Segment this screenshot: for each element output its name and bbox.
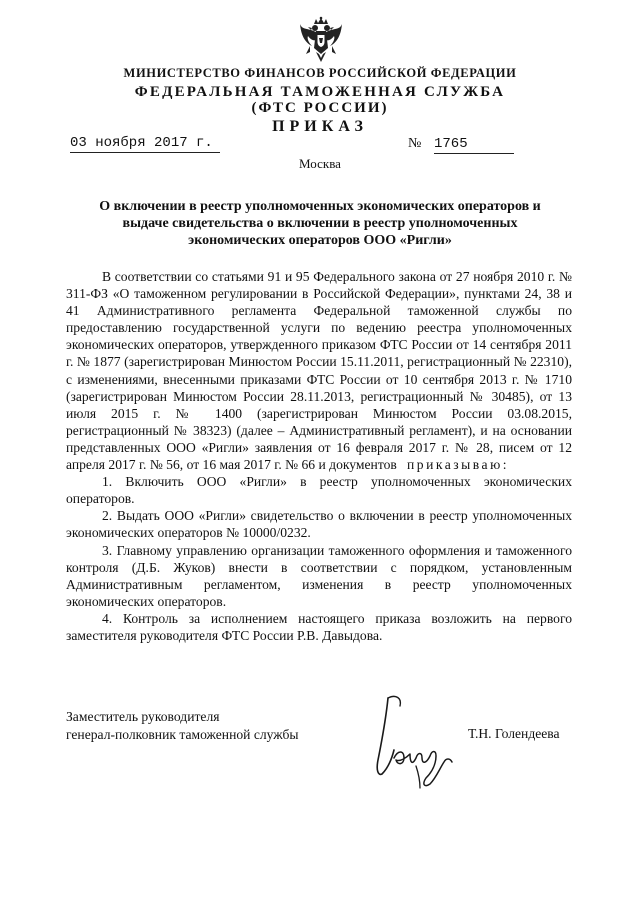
service-abbreviation: (ФТС РОССИИ): [251, 100, 389, 116]
order-number: 1765: [434, 136, 514, 154]
order-number-block: [408, 135, 514, 154]
signer-position: [66, 708, 299, 744]
preamble-paragraph: [66, 268, 572, 473]
order-item-2: 2. Выдать ООО «Ригли» свидетельство о включении в реестр уполномоченных экономических операторов № 10000/0232.: [66, 508, 572, 541]
order-item-3: 3. Главному управлению организации таможенного оформления и таможенного контроля (Д.Б. Жуков) внести в соответствии с порядком, установленным Административным регламентом, изменения в реестр уполномоченных экономических операторов.: [66, 542, 572, 609]
coat-of-arms-icon: [298, 16, 344, 64]
document-title: О включении в реестр уполномоченных экономических операторов и выдаче свидетельства о включении в реестр уполномоченных экономических операторов ООО «Ригли»: [99, 199, 541, 248]
ministry-name: МИНИСТЕРСТВО ФИНАНСОВ РОССИЙСКОЙ ФЕДЕРАЦИИ: [123, 66, 517, 80]
number-sign: №: [408, 136, 422, 151]
document-body: [66, 268, 572, 644]
document-type: ПРИКАЗ: [272, 118, 368, 135]
service-name: ФЕДЕРАЛЬНАЯ ТАМОЖЕННАЯ СЛУЖБА: [134, 84, 506, 100]
preamble-text: В соответствии со статьями 91 и 95 Федерального закона от 27 ноября 2010 г. № 311-ФЗ «О таможенном регулировании в Российской Федерации», пунктами 24, 38 и 41 Административного регламента Федеральной таможенной службы по предоставлению государственной услуги по ведению реестра уполномоченных экономических операторов, утвержденного приказом ФТС России от 14 сентября 2011 г. № 1877 (зарегистрирован Минюстом России 15.11.2011, регистрационный № 22310), с изменениями, внесенными приказами ФТС России от 10 сентября 2013 г. № 1710 (зарегистрирован Минюстом России 28.11.2013, регистрационный № 30485), от 13 июля 2015 г. № 1400 (зарегистрирован Минюстом России 03.08.2015, регистрационный № 38323) (далее – Административный регламент), и на основании представленных ООО «Ригли» заявления от 16 февраля 2017 г. № 28, писем от 12 апреля 2017 г. № 56, от 16 мая 2017 г. № 66 и документов: [66, 269, 572, 473]
signer-name: Т.Н. Голендеева: [468, 726, 560, 741]
handwritten-signature: [360, 688, 470, 798]
order-item-1: 1. Включить ООО «Ригли» в реестр уполномоченных экономических операторов.: [66, 474, 572, 507]
signer-position-line-2: генерал-полковник таможенной службы: [66, 727, 299, 742]
order-word: приказываю:: [407, 457, 510, 473]
order-date: 03 ноября 2017 г.: [70, 135, 220, 153]
city: Москва: [299, 156, 341, 171]
order-item-4: 4. Контроль за исполнением настоящего приказа возложить на первого заместителя руководителя ФТС России Р.В. Давыдова.: [66, 610, 572, 643]
signer-position-line-1: Заместитель руководителя: [66, 709, 220, 724]
